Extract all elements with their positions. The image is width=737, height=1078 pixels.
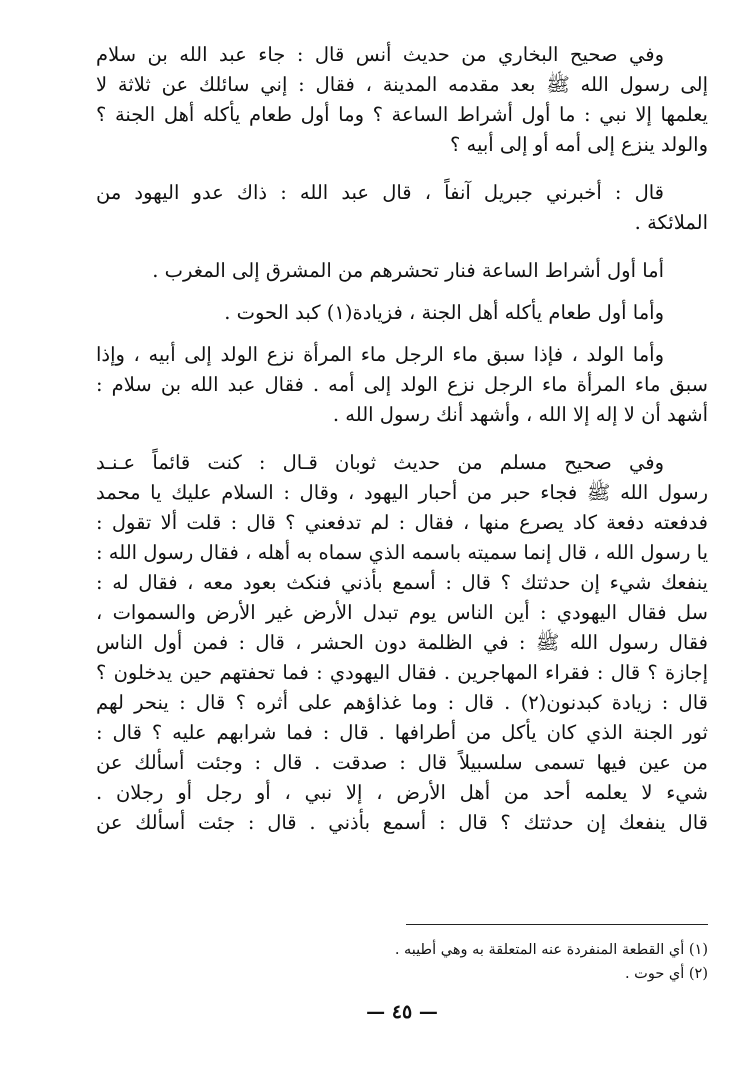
text-line: فقال رسول الله ﷺ : في الظلمة دون الحشر ، قال : فمن أول الناس xyxy=(96,631,708,654)
text-line: فدفعته دفعة كاد يصرع منها ، فقال : لم تدفعني ؟ قال : قلت ألا تقول : xyxy=(96,511,708,534)
text-line: قال ينفعك إن حدثتك ؟ قال : أسمع بأذني . قال : جئت أسألك عن xyxy=(96,811,708,834)
text-line: ثور الجنة الذي كان يأكل من أطرافها . قال : فما شرابهم عليه ؟ قال : xyxy=(96,721,708,744)
text-line: رسول الله ﷺ فجاء حبر من أحبار اليهود ، وقال : السلام عليك يا محمد xyxy=(96,481,708,504)
text-line: من عين فيها تسمى سلسبيلاً قال : صدقت . قال : وجئت أسألك عن xyxy=(96,751,708,774)
text-line: قال : زيادة كبدنون(٢) . قال : وما غذاؤهم على أثره ؟ قال : ينحر لهم xyxy=(96,691,708,714)
footnote-2: (٢) أي حوت . xyxy=(624,966,708,982)
text-line: وفي صحيح مسلم من حديث ثوبان قـال : كنت قائماً عـنـد xyxy=(96,451,664,474)
text-line: أشهد أن لا إله إلا الله ، وأشهد أنك رسول الله . xyxy=(332,403,708,426)
text-line: ينفعك شيء إن حدثتك ؟ قال : أسمع بأذني فنكث بعود معه ، فقال له : xyxy=(96,571,708,594)
text-line: قال : أخبرني جبريل آنفاً ، قال عبد الله : ذاك عدو اليهود من xyxy=(96,181,664,204)
text-line: وأما أول طعام يأكله أهل الجنة ، فزيادة(١) كبد الحوت . xyxy=(224,301,664,324)
text-line: وأما الولد ، فإذا سبق ماء الرجل ماء المرأة نزع الولد إلى أبيه ، وإذا xyxy=(96,343,664,366)
text-line: أما أول أشراط الساعة فنار تحشرهم من المشرق إلى المغرب . xyxy=(152,259,664,282)
paragraph-bukhari xyxy=(96,40,708,160)
footnote-1: (١) أي القطعة المنفردة عنه المتعلقة به وهي أطيبه . xyxy=(394,942,708,958)
page-number: — ٤٥ — xyxy=(366,1001,438,1023)
text-line: إلى رسول الله ﷺ بعد مقدمه المدينة ، فقال : إني سائلك عن ثلاثة لا xyxy=(96,73,708,96)
text-line: شيء لا يعلمه أحد من أهل الأرض ، إلا نبي ، أو رجل أو رجلان . xyxy=(96,781,708,804)
text-line: والولد ينزع إلى أمه أو إلى أبيه ؟ xyxy=(449,133,708,156)
text-line: يا رسول الله ، قال إنما سميته باسمه الذي سماه به أهله ، فقال رسول الله : xyxy=(96,541,708,564)
paragraph-muslim xyxy=(96,448,708,838)
text-line: يعلمها إلا نبي : ما أول أشراط الساعة ؟ وما أول طعام يأكله أهل الجنة ؟ xyxy=(96,103,708,126)
paragraph-child xyxy=(96,340,708,430)
paragraph-jibril xyxy=(96,178,708,238)
text-line: سل فقال اليهودي : أين الناس يوم تبدل الأرض غير الأرض والسموات ، xyxy=(96,601,708,624)
text-line: سبق ماء المرأة ماء الرجل نزع الولد إلى أمه . فقال عبد الله بن سلام : xyxy=(96,373,708,396)
text-line: إجازة ؟ قال : فقراء المهاجرين . فقال اليهودي : فما تحفتهم حين يدخلون ؟ xyxy=(96,661,708,684)
footnote-separator xyxy=(406,924,708,925)
paragraph-signs xyxy=(96,256,708,286)
footnotes xyxy=(96,938,708,986)
text-line: الملائكة . xyxy=(634,211,708,234)
paragraph-food xyxy=(96,298,708,328)
book-page xyxy=(96,40,708,1060)
text-line: وفي صحيح البخاري من حديث أنس قال : جاء عبد الله بن سلام xyxy=(96,43,664,66)
